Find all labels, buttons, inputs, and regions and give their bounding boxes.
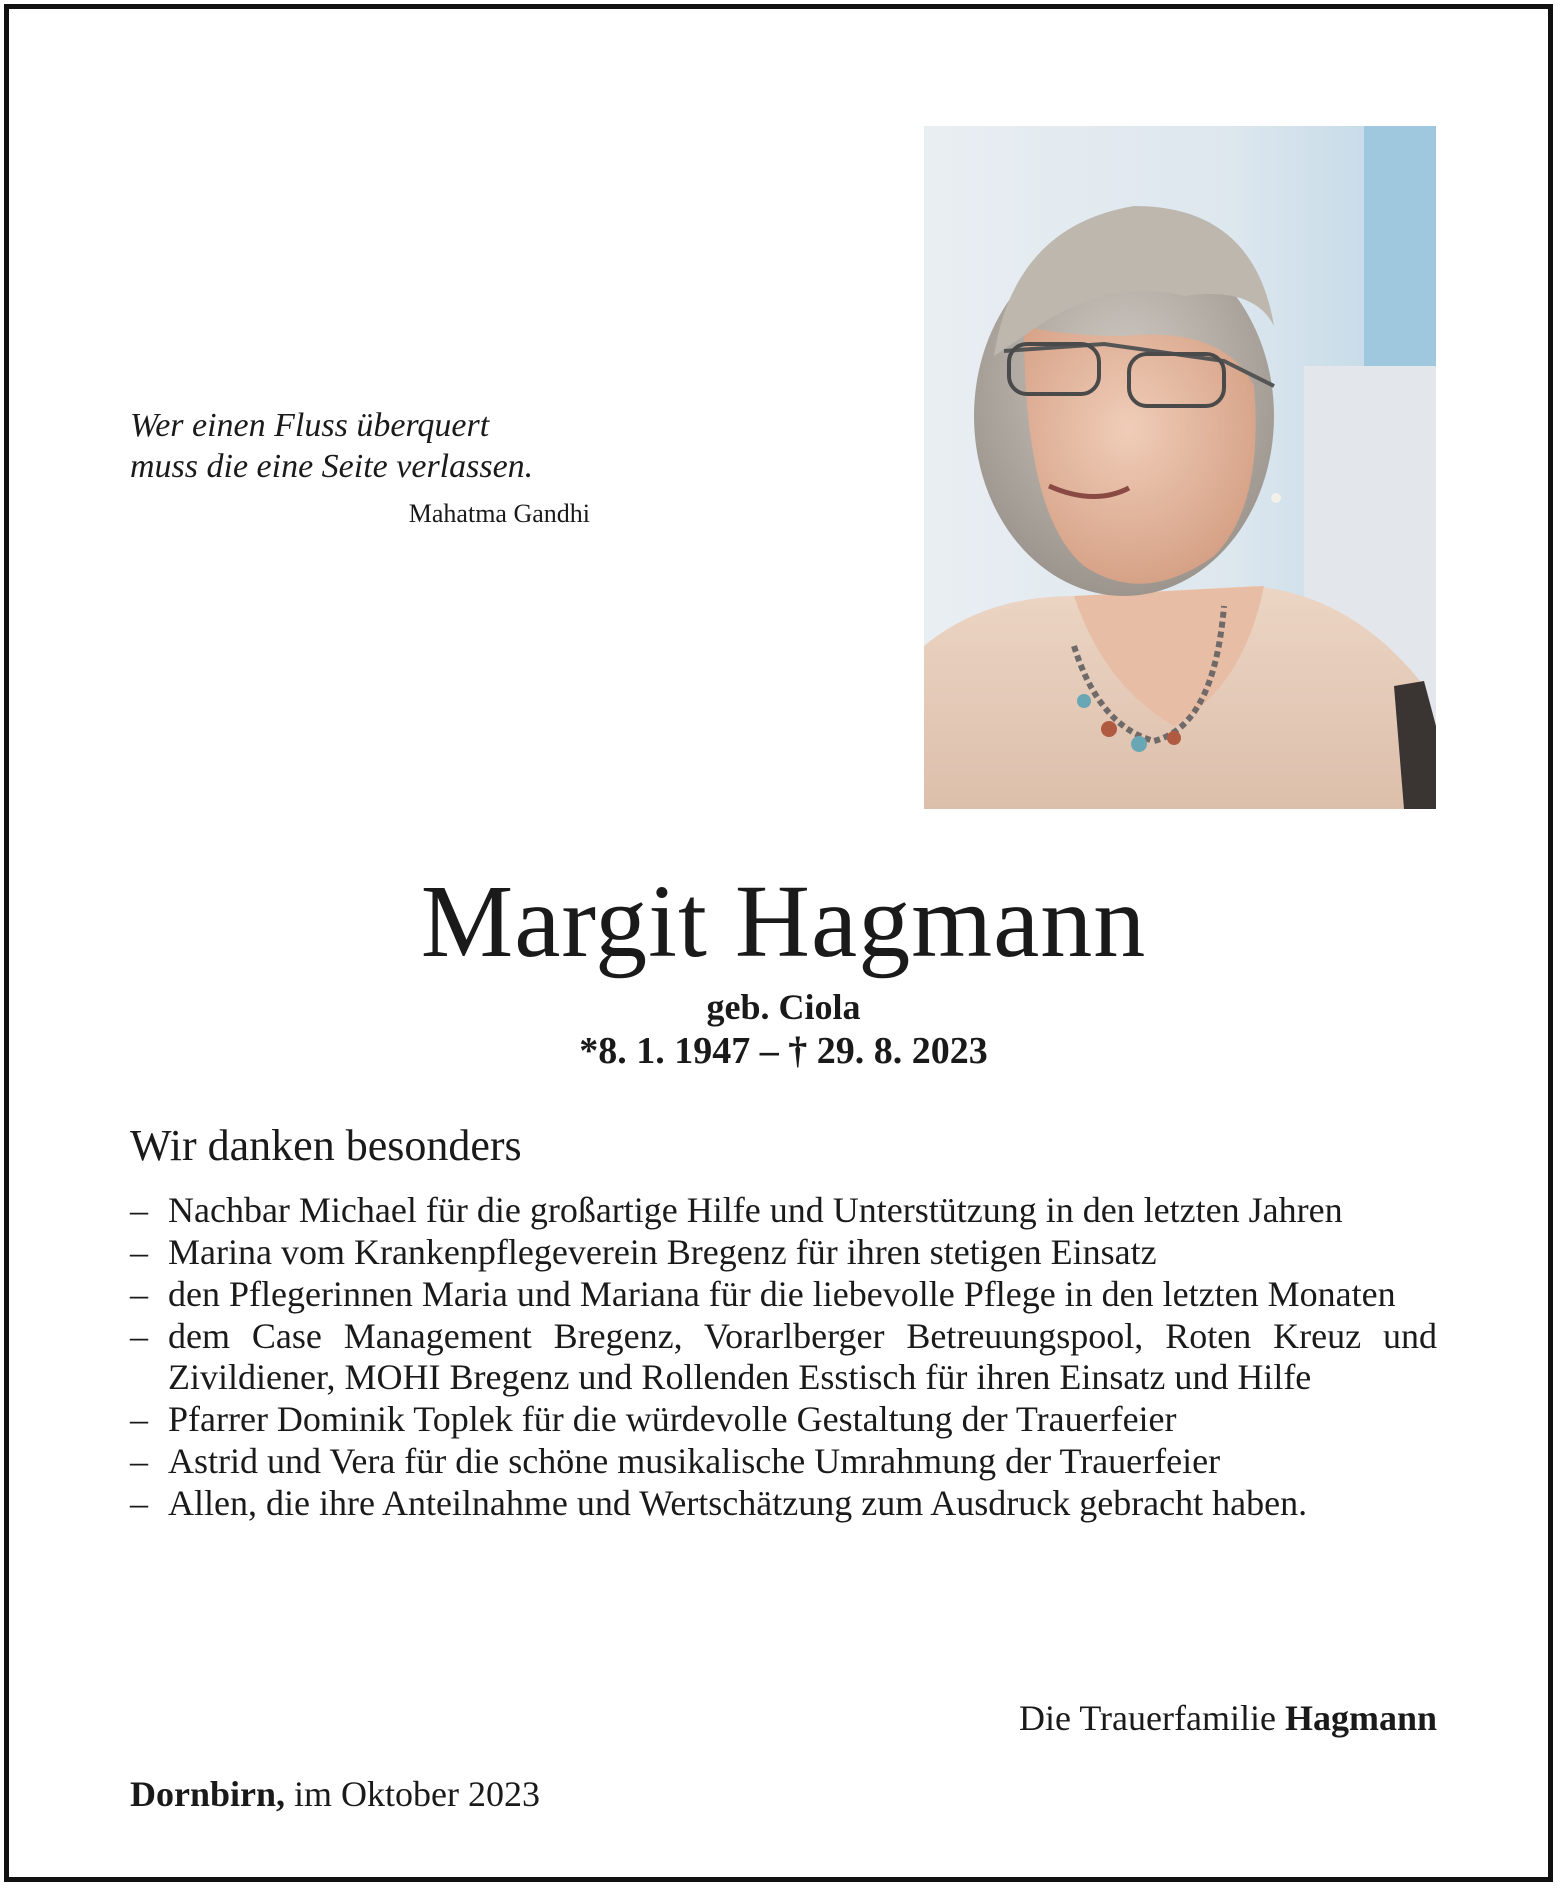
dash: – [130,1483,148,1523]
dash: – [130,1399,148,1439]
list-item: – Allen, die ihre Anteilnahme und Wertschätzung zum Ausdruck gebracht haben. [130,1483,1308,1523]
dash: – [130,1441,148,1481]
dash: – [130,1232,148,1272]
list-item: – Marina vom Krankenpflegeverein Bregenz für ihren stetigen Einsatz [130,1232,1157,1272]
list-item: – den Pflegerinnen Maria und Mariana für die liebevolle Pflege in den letzten Monaten [130,1274,1396,1314]
family-surname: Hagmann [1284,1698,1437,1738]
place-date-text: im Oktober 2023 [294,1774,541,1814]
quote-line-1: Wer einen Fluss überquert [130,407,490,444]
list-item: – Pfarrer Dominik Toplek für die würdevolle Gestaltung der Trauerfeier [130,1399,1177,1439]
dash: – [130,1316,148,1356]
list-item: – Nachbar Michael für die großartige Hilfe und Unterstützung in den letzten Jahren [130,1190,1343,1230]
place-city: Dornbirn, [130,1774,286,1814]
family-prefix: Die Trauerfamilie [1019,1698,1276,1738]
thanks-heading: Wir danken besonders [130,1121,522,1170]
quote-line-2: muss die eine Seite verlassen. [130,448,534,485]
birth-name: geb. Ciola [706,987,861,1027]
quote-author: Mahatma Gandhi [408,499,590,528]
dash: – [130,1274,148,1314]
quote-block [130,405,600,529]
dash: – [130,1190,148,1230]
list-item: – dem Case Management Bregenz, Vorarlberger Betreuungspool, Roten Kreuz und Zivildiener, MOHI Bregenz und Rollenden Esstisch für ihren Einsatz und Hilfe [130,1316,1437,1397]
family-signature [1019,1696,1437,1740]
thanks-list [130,1190,1437,1525]
list-item: – Astrid und Vera für die schöne musikalische Umrahmung der Trauerfeier [130,1441,1221,1481]
portrait-photo [924,126,1436,809]
deceased-name: Margit Hagmann [420,864,1147,979]
place-date [130,1772,540,1816]
life-dates: *8. 1. 1947 – † 29. 8. 2023 [579,1030,988,1072]
